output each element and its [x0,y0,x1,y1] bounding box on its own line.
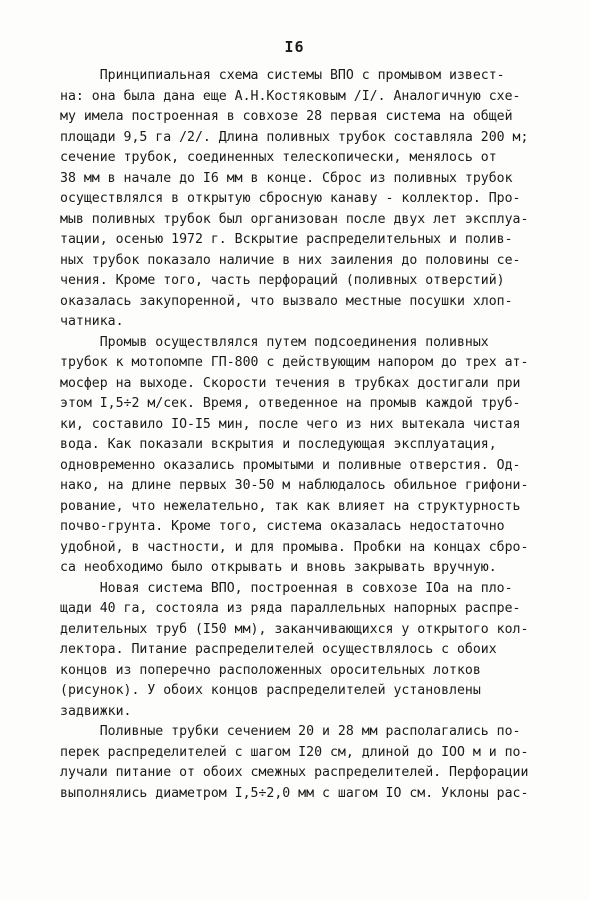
text-line: (рисунок). У обоих концов распределителей установлены [60,683,481,698]
text-line: концов из поперечно расположенных оросительных лотков [60,662,481,678]
text-line: площади 9,5 га /2/. Длина поливных трубок составляла 200 м; [60,129,529,145]
text-line: щади 40 га, состояла из ряда параллельных напорных распре- [60,601,521,616]
page-number: I6 [284,38,305,56]
text-line: тации, осенью 1972 г. Вскрытие распределительных и полив- [60,232,513,247]
text-line: Промыв осуществлялся путем подсоединения поливных [60,334,489,350]
text-line: оказалась закупоренной, что вызвало местные посушки хлоп- [60,293,513,309]
text-line: мосфер на выходе. Скорости течения в трубках достигали при [60,375,521,391]
text-line: ки, составило IO-I5 мин, после чего из них вытекала чистая [60,416,521,432]
text-line: задвижки. [60,703,132,719]
text-line: Поливные трубки сечением 20 и 28 мм располагались по- [60,724,521,739]
text-line: на: она была дана еще А.Н.Костяковым /I/. Аналогичную схе- [60,88,521,104]
text-line: лучали питание от обоих смежных распределителей. Перфорации [60,765,529,780]
text-line: чения. Кроме того, часть перфораций (поливных отверстий) [60,273,505,288]
text-line: лектора. Питание распределителей осуществлялось с обоих [60,642,497,657]
body-text [60,66,580,804]
text-line: перек распределителей с шагом I20 см, длиной до IOO м и по- [60,744,529,760]
text-line: 38 мм в начале до I6 мм в конце. Сброс из поливных трубок [60,170,513,186]
text-line: Новая система ВПО, построенная в совхозе IOа на пло- [60,580,513,596]
text-line: ных трубок показало наличие в них заиления до половины се- [60,252,521,268]
text-line: удобной, в частности, и для промыва. Пробки на концах сбро- [60,539,529,555]
text-line: выполнялись диаметром I,5÷2,0 мм с шагом IO см. Уклоны рас- [60,785,529,801]
text-line: му имела построенная в совхозе 28 первая система на общей [60,109,513,124]
text-line: этом I,5÷2 м/сек. Время, отведенное на промыв каждой труб- [60,396,521,411]
text-line: рование, что нежелательно, так как влияет на структурность [60,498,521,514]
text-line: чатника. [60,314,124,329]
text-line: Принципиальная схема системы ВПО с промывом извест- [60,68,505,83]
text-line: одновременно оказались промытыми и поливные отверстия. Од- [60,457,521,473]
text-line: вода. Как показали вскрытия и последующая эксплуатация, [60,437,497,452]
text-line: почво-грунта. Кроме того, система оказалась недостаточно [60,519,505,534]
text-line: са необходимо было открывать и вновь закрывать вручную. [60,560,497,575]
text-line: сечение трубок, соединенных телескопически, менялось от [60,150,497,165]
text-line: делительных труб (I50 мм), заканчивающихся у открытого кол- [60,621,529,637]
text-line: трубок к мотопомпе ГП-800 с действующим напором до трех ат- [60,355,529,370]
text-line: осуществлялся в открытую сбросную канаву - коллектор. Про- [60,191,521,206]
text-line: мыв поливных трубок был организован после двух лет эксплуа- [60,211,529,227]
text-line: нако, на длине первых 30-50 м наблюдалось обильное грифони- [60,478,529,493]
